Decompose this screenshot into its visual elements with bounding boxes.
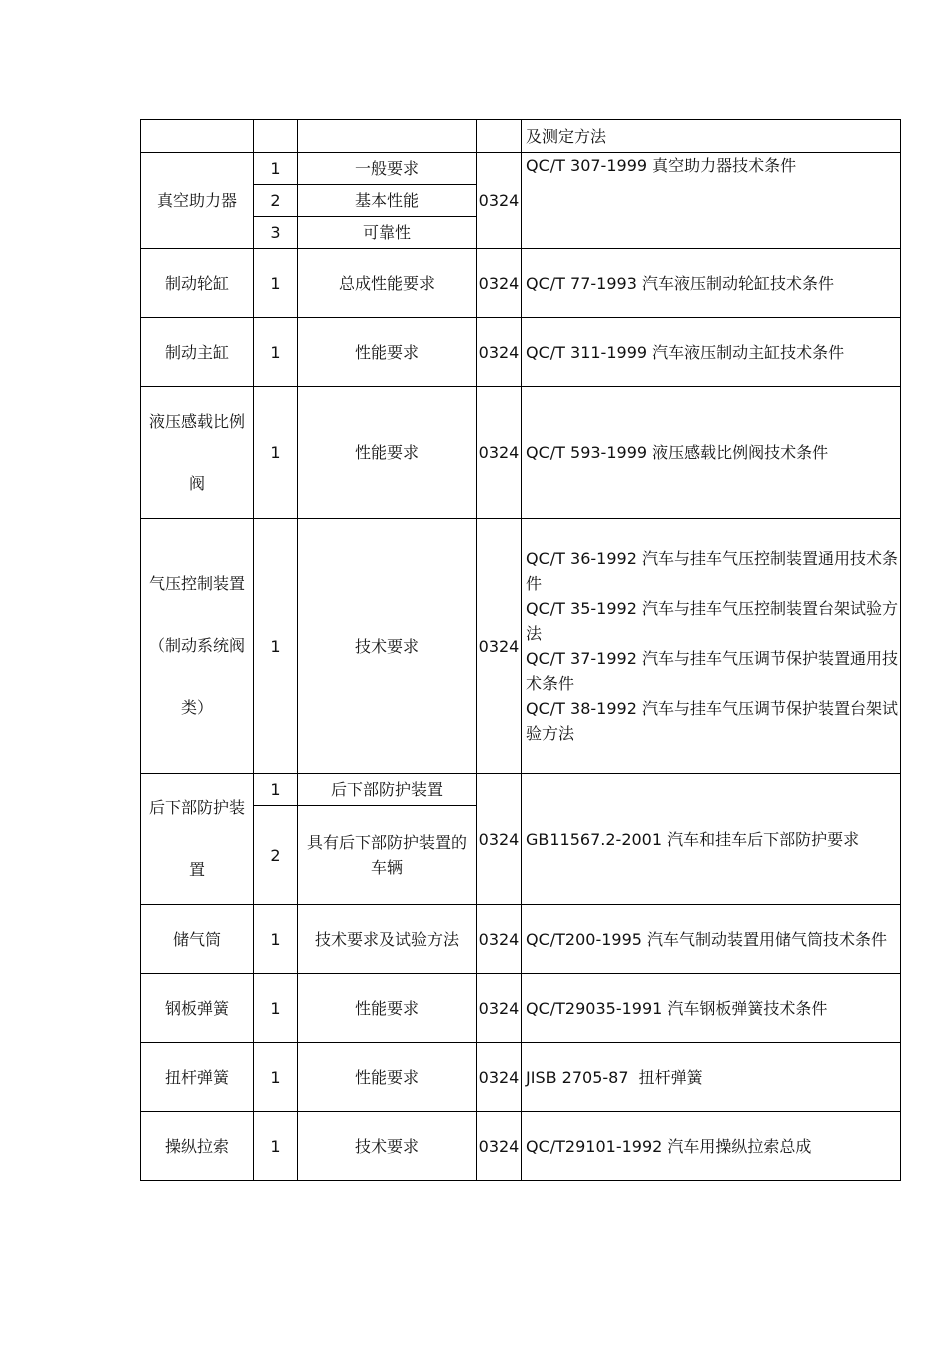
number-cell: 1 <box>254 153 298 185</box>
code-cell: 0324 <box>477 774 522 905</box>
standard-cell: 及测定方法 <box>522 120 901 153</box>
item-cell <box>298 120 477 153</box>
number-cell: 1 <box>254 519 298 774</box>
code-cell: 0324 <box>477 974 522 1043</box>
code-cell: 0324 <box>477 1043 522 1112</box>
code-cell: 0324 <box>477 1112 522 1181</box>
table-row <box>141 774 901 806</box>
table-row <box>141 1043 901 1112</box>
category-cell: 钢板弹簧 <box>141 974 254 1043</box>
standard-cell: QC/T200-1995 汽车气制动装置用储气筒技术条件 <box>522 905 901 974</box>
number-cell: 1 <box>254 774 298 806</box>
number-cell: 1 <box>254 1112 298 1181</box>
category-cell: 储气筒 <box>141 905 254 974</box>
category-cell: 气压控制装置（制动系统阀类） <box>141 519 254 774</box>
code-cell: 0324 <box>477 905 522 974</box>
item-cell: 技术要求及试验方法 <box>298 905 477 974</box>
standard-cell: QC/T 77-1993 汽车液压制动轮缸技术条件 <box>522 249 901 318</box>
item-cell: 后下部防护装置 <box>298 774 477 806</box>
number-cell: 2 <box>254 806 298 905</box>
category-cell <box>141 120 254 153</box>
category-cell: 后下部防护装置 <box>141 774 254 905</box>
table-row <box>141 519 901 774</box>
standard-cell: GB11567.2-2001 汽车和挂车后下部防护要求 <box>522 774 901 905</box>
item-cell: 性能要求 <box>298 974 477 1043</box>
code-cell: 0324 <box>477 153 522 249</box>
standard-cell: QC/T 593-1999 液压感载比例阀技术条件 <box>522 387 901 519</box>
standards-table <box>140 119 901 1181</box>
code-cell: 0324 <box>477 387 522 519</box>
table-row <box>141 387 901 519</box>
item-cell: 性能要求 <box>298 318 477 387</box>
table-row <box>141 974 901 1043</box>
item-cell: 一般要求 <box>298 153 477 185</box>
number-cell: 1 <box>254 905 298 974</box>
number-cell: 1 <box>254 387 298 519</box>
standard-cell: QC/T 36-1992 汽车与挂车气压控制装置通用技术条件 QC/T 35-1992 汽车与挂车气压控制装置台架试验方法 QC/T 37-1992 汽车与挂车气压调节保护装置通用技术条件 QC/T 38-1992 汽车与挂车气压调节保护装置台架试验方法 <box>522 519 901 774</box>
number-cell: 1 <box>254 974 298 1043</box>
number-cell: 2 <box>254 185 298 217</box>
item-cell: 具有后下部防护装置的车辆 <box>298 806 477 905</box>
standard-cell: QC/T29035-1991 汽车钢板弹簧技术条件 <box>522 974 901 1043</box>
number-cell: 1 <box>254 249 298 318</box>
number-cell: 1 <box>254 1043 298 1112</box>
category-cell: 扭杆弹簧 <box>141 1043 254 1112</box>
code-cell <box>477 120 522 153</box>
number-cell: 3 <box>254 217 298 249</box>
item-cell: 可靠性 <box>298 217 477 249</box>
item-cell: 技术要求 <box>298 519 477 774</box>
item-cell: 性能要求 <box>298 1043 477 1112</box>
item-cell: 技术要求 <box>298 1112 477 1181</box>
number-cell: 1 <box>254 318 298 387</box>
category-cell: 操纵拉索 <box>141 1112 254 1181</box>
code-cell: 0324 <box>477 318 522 387</box>
code-cell: 0324 <box>477 249 522 318</box>
table-row <box>141 1112 901 1181</box>
item-cell: 性能要求 <box>298 387 477 519</box>
standard-cell: QC/T 307-1999 真空助力器技术条件 <box>522 153 901 249</box>
table-row <box>141 905 901 974</box>
standard-cell: JISB 2705-87 扭杆弹簧 <box>522 1043 901 1112</box>
item-cell: 总成性能要求 <box>298 249 477 318</box>
table-row <box>141 120 901 153</box>
code-cell: 0324 <box>477 519 522 774</box>
category-cell: 液压感载比例阀 <box>141 387 254 519</box>
number-cell <box>254 120 298 153</box>
table-row <box>141 249 901 318</box>
category-cell: 制动主缸 <box>141 318 254 387</box>
table-row <box>141 153 901 185</box>
category-cell: 制动轮缸 <box>141 249 254 318</box>
standard-cell: QC/T29101-1992 汽车用操纵拉索总成 <box>522 1112 901 1181</box>
standard-cell: QC/T 311-1999 汽车液压制动主缸技术条件 <box>522 318 901 387</box>
category-cell: 真空助力器 <box>141 153 254 249</box>
item-cell: 基本性能 <box>298 185 477 217</box>
table-row <box>141 318 901 387</box>
